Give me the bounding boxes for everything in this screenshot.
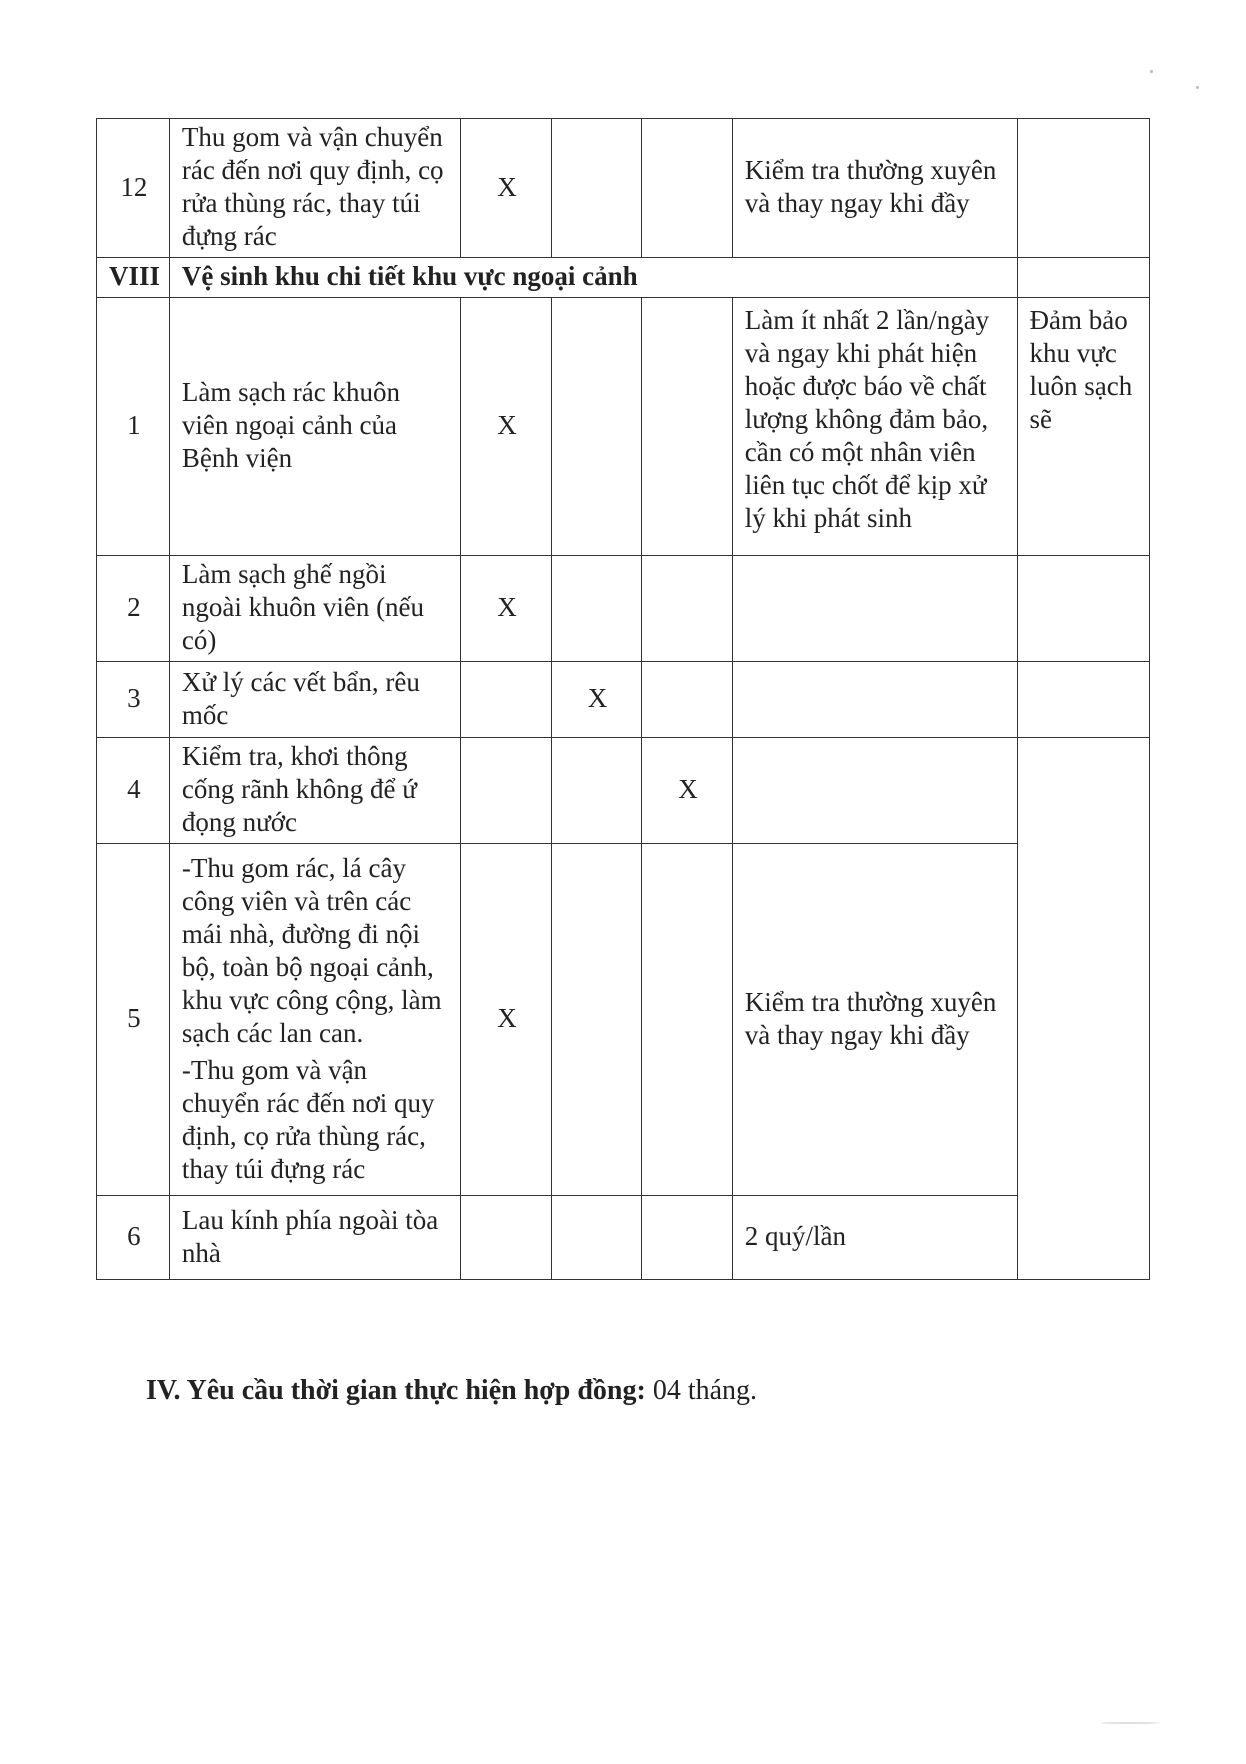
task-cell: Làm sạch ghế ngồi ngoài khuôn viên (nếu có) — [169, 556, 460, 662]
contract-duration-label: IV. Yêu cầu thời gian thực hiện hợp đồng: — [146, 1375, 646, 1406]
note-cell — [732, 556, 1017, 662]
task-cell: Làm sạch rác khuôn viên ngoại cảnh của Bệnh viện — [169, 298, 460, 556]
frequency-monthly-cell — [642, 298, 733, 556]
note-cell: Kiểm tra thường xuyên và thay ngay khi đầy — [732, 119, 1017, 258]
table-row — [97, 844, 1150, 1196]
section-number: VIII — [97, 258, 170, 298]
frequency-daily-cell — [461, 738, 552, 844]
table-row — [97, 738, 1150, 844]
requirement-cell: Đảm bảo khu vực luôn sạch sẽ — [1017, 298, 1150, 556]
task-paragraph: -Thu gom rác, lá cây công viên và trên các mái nhà, đường đi nội bộ, toàn bộ ngoại cảnh, khu vực công cộng, làm sạch các lan can. — [181, 852, 442, 1048]
note-cell: Kiểm tra thường xuyên và thay ngay khi đầy — [732, 844, 1017, 1196]
frequency-weekly-cell — [551, 738, 642, 844]
frequency-daily-mark: X — [461, 298, 552, 556]
frequency-weekly-cell — [551, 119, 642, 258]
frequency-monthly-cell — [642, 662, 733, 738]
frequency-monthly-cell — [642, 1196, 733, 1280]
scan-speck — [1196, 86, 1199, 89]
contract-duration-value: 04 tháng. — [652, 1375, 758, 1406]
requirement-cell — [1017, 119, 1150, 258]
row-number: 6 — [97, 1196, 170, 1280]
table-row — [97, 662, 1150, 738]
frequency-weekly-cell — [551, 844, 642, 1196]
table-row — [97, 298, 1150, 556]
section-title: Vệ sinh khu chi tiết khu vực ngoại cảnh — [169, 258, 1017, 298]
table-row — [97, 1196, 1150, 1280]
section-row — [97, 258, 1150, 298]
frequency-monthly-cell — [642, 119, 733, 258]
table-row — [97, 119, 1150, 258]
note-cell: Làm ít nhất 2 lần/ngày và ngay khi phát hiện hoặc được báo về chất lượng không đảm bảo, cần có một nhân viên liên tục chốt để kịp xử lý khi phát sinh — [732, 298, 1017, 556]
frequency-monthly-cell — [642, 556, 733, 662]
row-number: 12 — [97, 119, 170, 258]
task-cell: Xử lý các vết bẩn, rêu mốc — [169, 662, 460, 738]
row-number: 5 — [97, 844, 170, 1196]
row-number: 1 — [97, 298, 170, 556]
frequency-weekly-cell — [551, 556, 642, 662]
frequency-daily-cell — [461, 1196, 552, 1280]
requirement-cell — [1017, 738, 1150, 1280]
frequency-weekly-cell — [551, 298, 642, 556]
task-cell: Thu gom và vận chuyển rác đến nơi quy định, cọ rửa thùng rác, thay túi đựng rác — [169, 119, 460, 258]
frequency-daily-mark: X — [461, 844, 552, 1196]
row-number: 4 — [97, 738, 170, 844]
row-number: 2 — [97, 556, 170, 662]
frequency-weekly-mark: X — [551, 662, 642, 738]
note-cell: 2 quý/lần — [732, 1196, 1017, 1280]
task-cell — [169, 844, 460, 1196]
frequency-daily-mark: X — [461, 556, 552, 662]
row-number: 3 — [97, 662, 170, 738]
note-cell — [732, 662, 1017, 738]
frequency-monthly-cell — [642, 844, 733, 1196]
task-paragraph: -Thu gom và vận chuyển rác đến nơi quy định, cọ rửa thùng rác, thay túi đựng rác — [181, 1054, 435, 1184]
frequency-monthly-mark: X — [642, 738, 733, 844]
note-cell — [732, 738, 1017, 844]
scan-speck — [1100, 1722, 1160, 1724]
requirement-cell — [1017, 662, 1150, 738]
table-row — [97, 556, 1150, 662]
section-empty-cell — [1017, 258, 1150, 298]
requirement-cell — [1017, 556, 1150, 662]
task-cell: Kiểm tra, khơi thông cống rãnh không để ứ đọng nước — [169, 738, 460, 844]
contract-duration-line — [146, 1375, 757, 1407]
frequency-weekly-cell — [551, 1196, 642, 1280]
scan-speck — [1150, 70, 1153, 73]
task-cell: Lau kính phía ngoài tòa nhà — [169, 1196, 460, 1280]
frequency-daily-cell — [461, 662, 552, 738]
frequency-daily-mark: X — [461, 119, 552, 258]
work-schedule-table — [96, 118, 1150, 1280]
